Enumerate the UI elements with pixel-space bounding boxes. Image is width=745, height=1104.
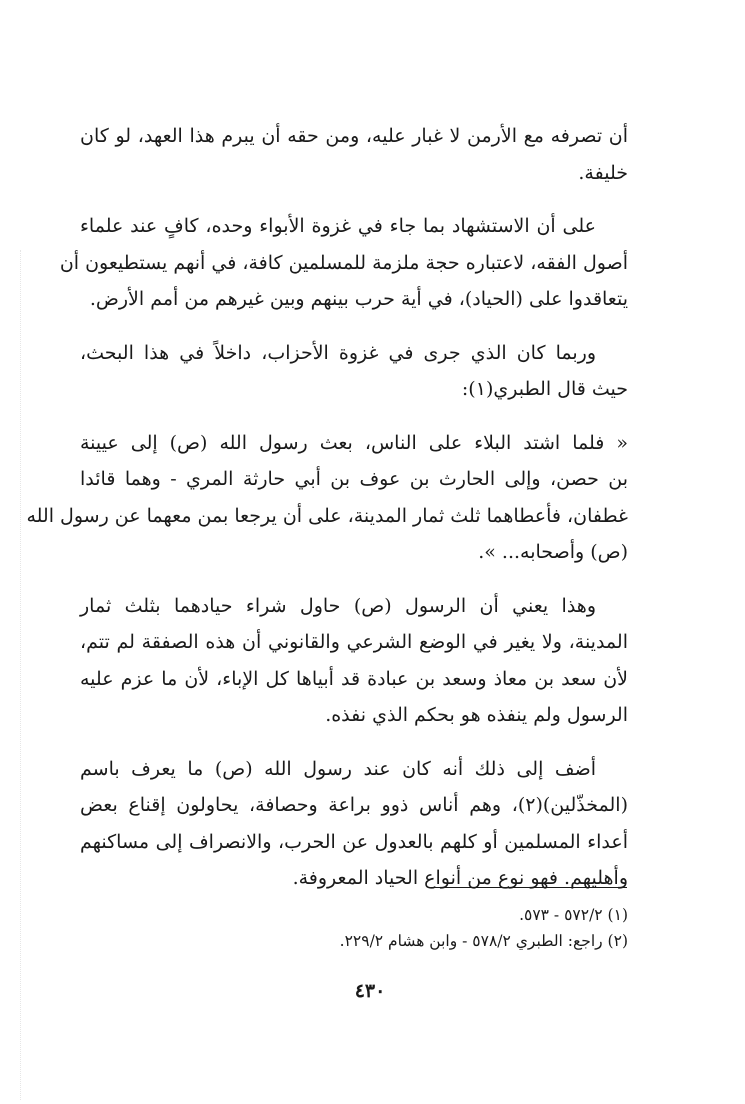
text-line: بن حصن، وإلى الحارث بن عوف بن أبي حارثة المري - وهما قائدا bbox=[80, 468, 628, 490]
paragraph-4-quote bbox=[26, 425, 628, 571]
text-line: غطفان، فأعطاهما ثلث ثمار المدينة، على أن يرجعا بمن معهما عن رسول الله bbox=[26, 504, 628, 527]
footnotes bbox=[290, 902, 628, 954]
text-line: وهذا يعني أن الرسول (ص) حاول شراء حيادهما بثلث ثمار bbox=[80, 594, 596, 617]
text-line: لأن سعد بن معاذ وسعد بن عبادة قد أبياها كل الإباء، لأن ما عزم عليه bbox=[80, 667, 628, 690]
text-line: أعداء المسلمين أو كلهم بالعدول عن الحرب، والانصراف إلى مساكنهم bbox=[80, 830, 628, 853]
footnote-1: (١) ٥٧٢/٢ - ٥٧٣. bbox=[519, 906, 628, 924]
text-line: (المخذّلين)(٢)، وهم أناس ذوو براعة وحصافة، يحاولون إقناع بعض bbox=[80, 794, 628, 816]
text-line: وأهليهم. فهو نوع من أنواع الحياد المعروفة. bbox=[292, 867, 628, 889]
paragraph-6 bbox=[80, 751, 628, 897]
text-line: وربما كان الذي جرى في غزوة الأحزاب، داخلاً في هذا البحث، bbox=[80, 341, 596, 364]
scan-edge-line bbox=[20, 250, 21, 1100]
text-line: خليفة. bbox=[578, 161, 628, 184]
footnote-separator bbox=[431, 887, 627, 888]
text-line: أضف إلى ذلك أنه كان عند رسول الله (ص) ما يعرف باسم bbox=[80, 757, 596, 780]
paragraph-3 bbox=[80, 335, 628, 408]
paragraph-2 bbox=[59, 208, 628, 318]
paragraph-5 bbox=[80, 588, 628, 734]
paragraph-1 bbox=[80, 118, 628, 191]
text-line: (ص) وأصحابه... ». bbox=[478, 541, 628, 563]
text-line: حيث قال الطبري(١): bbox=[461, 378, 628, 400]
text-line: أن تصرفه مع الأرمن لا غبار عليه، ومن حقه أن يبرم هذا العهد، لو كان bbox=[80, 125, 628, 147]
text-line: أصول الفقه، لاعتباره حجة ملزمة للمسلمين كافة، في أنهم يستطيعون أن bbox=[59, 251, 628, 274]
text-line: « فلما اشتد البلاء على الناس، بعث رسول الله (ص) إلى عيينة bbox=[80, 431, 628, 454]
text-line: على أن الاستشهاد بما جاء في غزوة الأبواء وحده، كافٍ عند علماء bbox=[80, 215, 596, 237]
text-line: يتعاقدوا على (الحياد)، في أية حرب بينهم وبين غيرهم من أمم الأرض. bbox=[89, 288, 628, 310]
text-line: المدينة، ولا يغير في الوضع الشرعي والقانوني أن هذه الصفقة لم تتم، bbox=[80, 631, 628, 653]
footnote-2: (٢) راجع: الطبري ٥٧٨/٢ - وابن هشام ٢٢٩/٢. bbox=[339, 932, 628, 950]
page-body bbox=[26, 118, 628, 914]
text-line: الرسول ولم ينفذه هو بحكم الذي نفذه. bbox=[325, 704, 628, 726]
page-number: ٤٣٠ bbox=[354, 980, 386, 1002]
